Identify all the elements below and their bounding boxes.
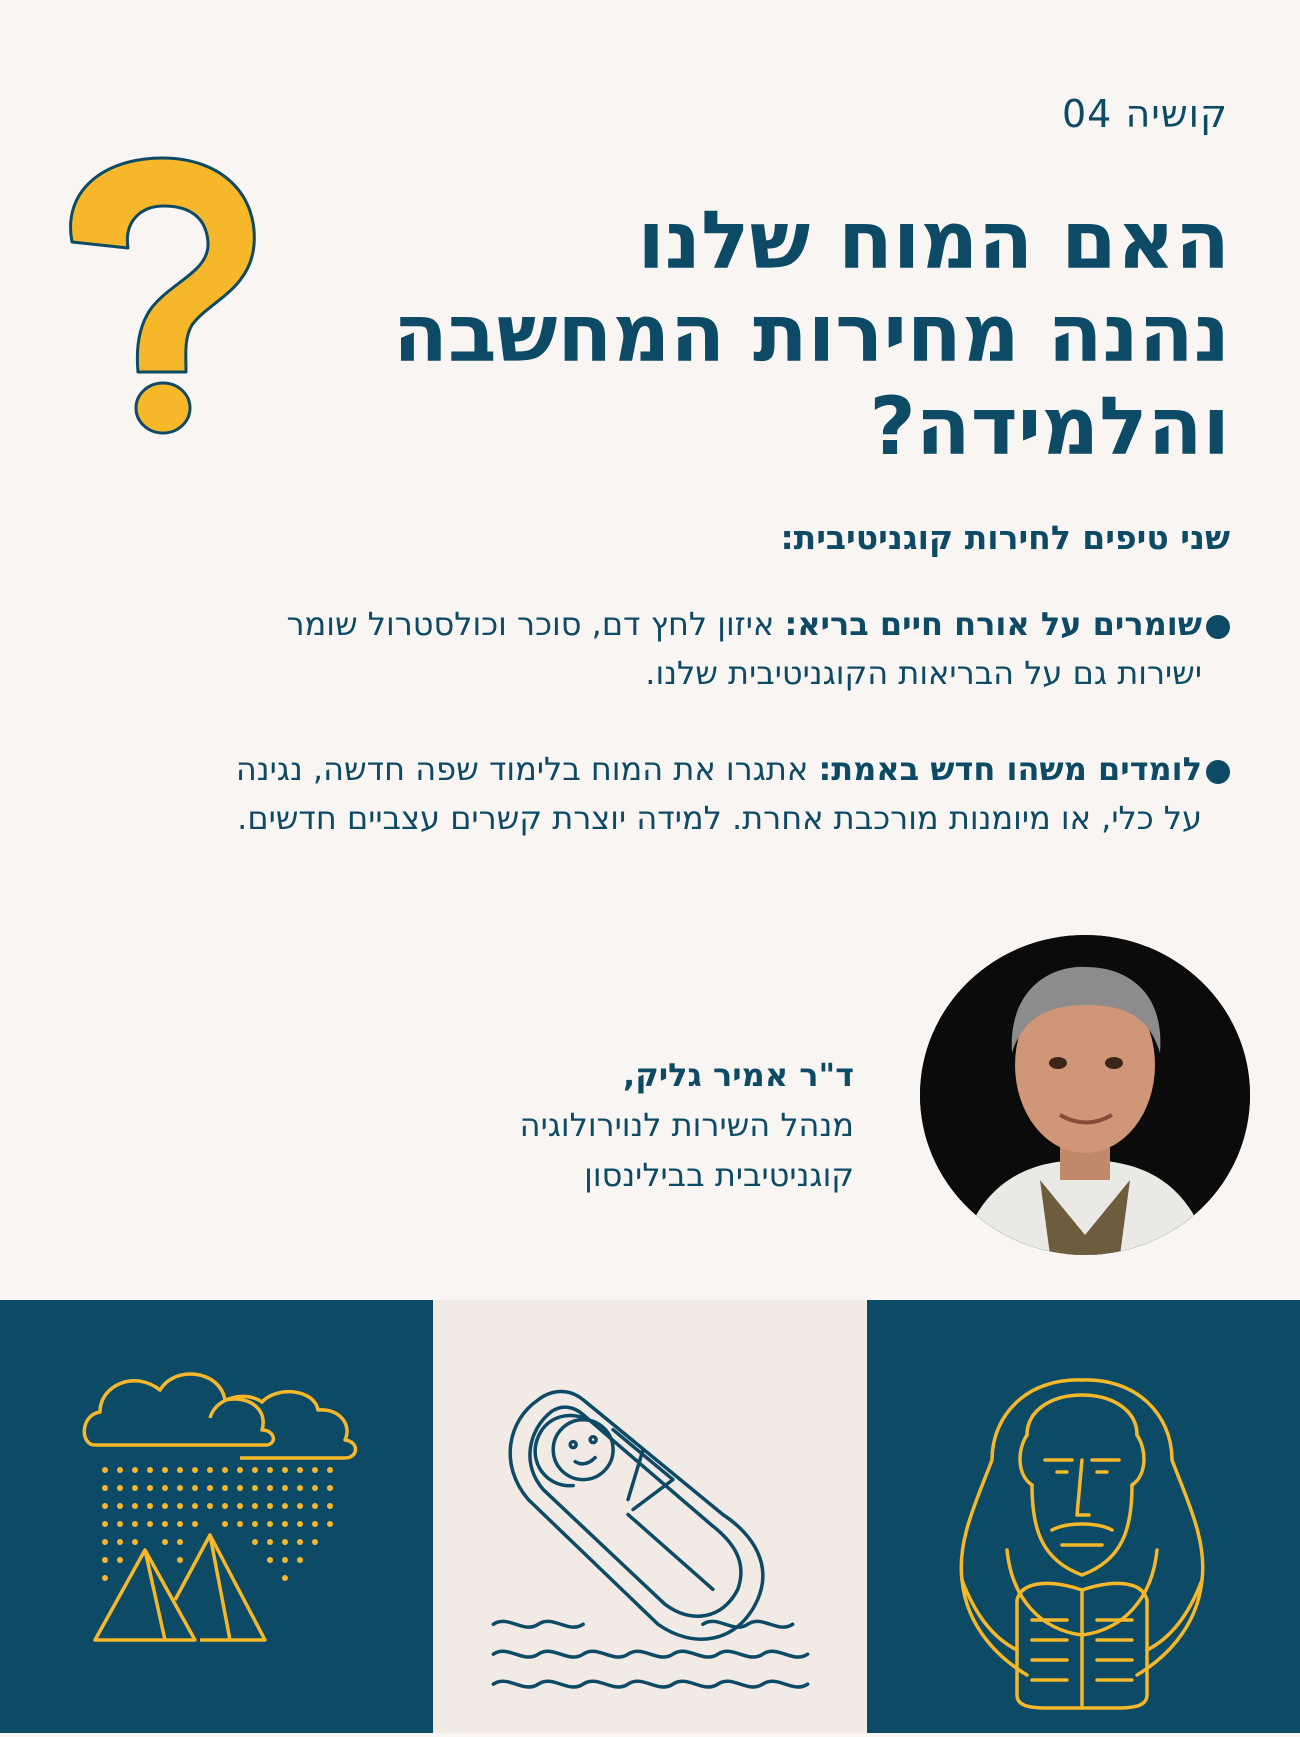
title-line-1: האם המוח שלנו — [637, 194, 1230, 287]
tips-heading: שני טיפים לחירות קוגניטיבית: — [780, 518, 1230, 557]
bullet-icon — [1206, 615, 1230, 639]
title-line-3: והלמידה? — [869, 380, 1230, 473]
tip-body: אתגרו את המוח בלימוד שפה חדשה, נגינה על כלי, או מיומנות מורכבת אחרת. למידה יוצרת קשרים עצביים חדשים. — [235, 750, 1202, 837]
page-title — [230, 194, 1230, 473]
moses-panel — [867, 1300, 1300, 1733]
author-name: ד"ר אמיר גליק, — [623, 1056, 854, 1094]
storm-over-pyramids-icon — [0, 1300, 433, 1733]
tip-bold: שומרים על אורח חיים בריא: — [784, 605, 1202, 643]
bullet-icon — [1206, 760, 1230, 784]
author-avatar — [920, 935, 1250, 1255]
author-role-line-2: קוגניטיבית בבילינסון — [584, 1156, 854, 1194]
tip-item — [210, 600, 1230, 698]
tip-item — [210, 745, 1230, 843]
tip-text — [210, 600, 1202, 698]
author-role-line-1: מנהל השירות לנוירולוגיה — [519, 1106, 854, 1144]
moses-with-tablets-icon — [867, 1300, 1300, 1733]
tip-body: איזון לחץ דם, סוכר וכולסטרול שומר ישירות גם על הבריאות הקוגניטיבית שלנו. — [286, 605, 1202, 692]
tip-bold: לומדים משהו חדש באמת: — [818, 750, 1202, 788]
title-line-2: נהנה מחירות המחשבה — [392, 287, 1230, 380]
tip-text — [210, 745, 1202, 843]
storm-panel — [0, 1300, 433, 1733]
baby-in-basket-on-river-icon — [433, 1300, 867, 1733]
challenge-number: קושיה 04 — [1062, 92, 1228, 136]
basket-panel — [433, 1300, 867, 1733]
author-credit — [520, 1050, 854, 1200]
